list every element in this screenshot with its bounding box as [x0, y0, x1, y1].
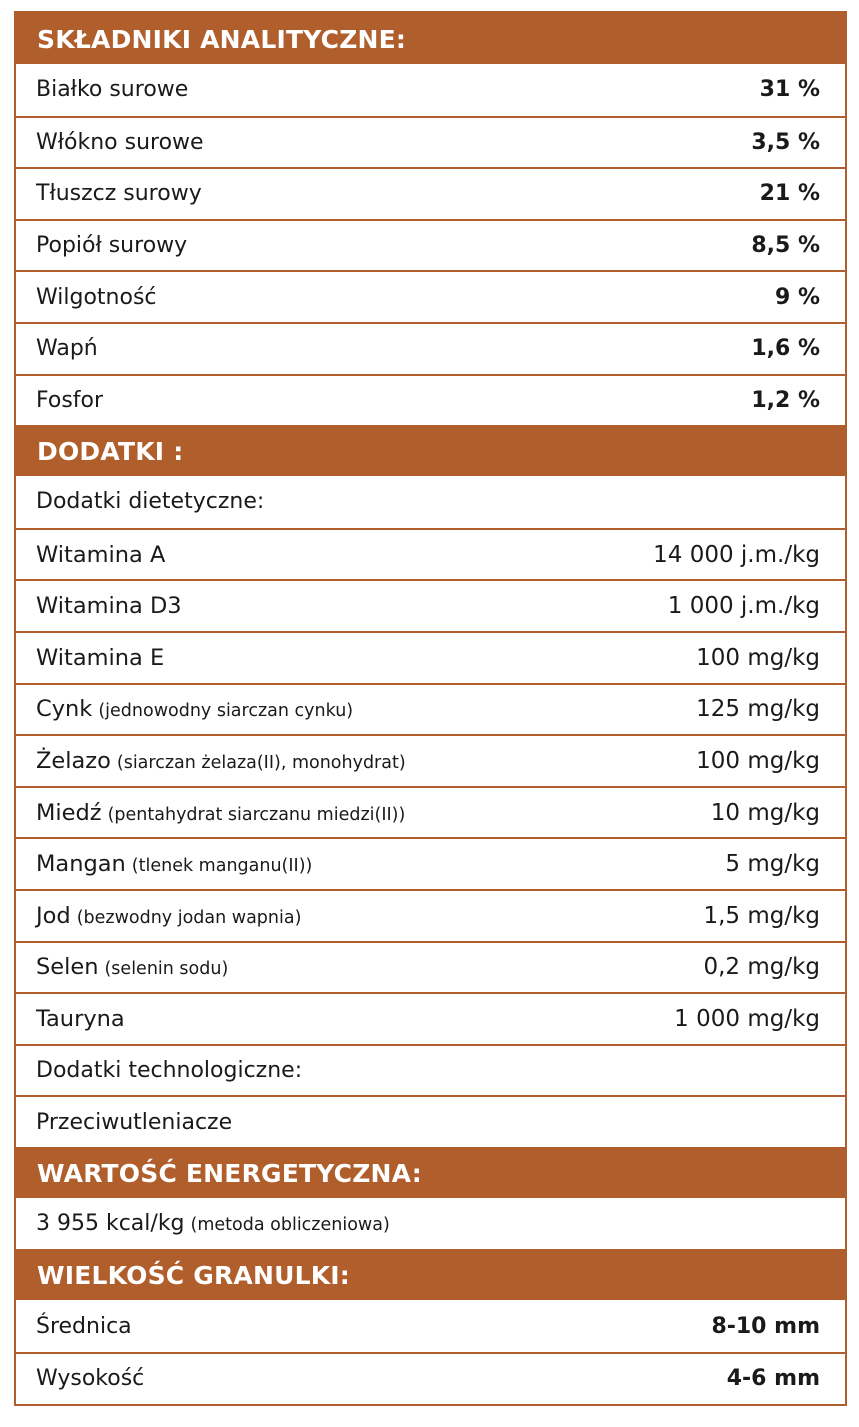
antioxidants-row [16, 1095, 845, 1147]
row-label [36, 903, 301, 929]
row-label: Popiół surowy [36, 233, 188, 259]
row-label [36, 542, 165, 568]
table-row-iodine [16, 889, 845, 941]
row-value: 1 000 j.m./kg [667, 593, 820, 620]
table-row-vitamin-d3 [16, 579, 845, 631]
row-label: Wapń [36, 336, 98, 362]
row-value: 0,2 mg/kg [703, 954, 820, 981]
additive-note: (siarczan żelaza(II), monohydrat) [116, 752, 406, 773]
table-row-height [16, 1352, 845, 1404]
additive-note: (pentahydrat siarczanu miedzi(II)) [107, 804, 406, 825]
additive-name: Witamina E [36, 644, 165, 671]
table-row-iron [16, 734, 845, 786]
row-label: Średnica [36, 1313, 132, 1339]
technological-additives-label: Dodatki technologiczne: [36, 1057, 303, 1083]
row-value: 5 mg/kg [725, 851, 820, 878]
table-row-manganese [16, 837, 845, 889]
row-value: 1,2 % [751, 387, 820, 413]
additive-name: Miedź [36, 799, 102, 826]
energy-row [16, 1198, 845, 1250]
antioxidants-label: Przeciwutleniacze [36, 1109, 233, 1135]
table-row-protein [16, 64, 845, 116]
row-label [36, 851, 312, 877]
row-label [36, 593, 182, 619]
energy-header: WARTOŚĆ ENERGETYCZNA: [16, 1147, 845, 1198]
row-label: Fosfor [36, 387, 104, 413]
row-label [36, 696, 353, 722]
additive-note: (tlenek manganu(II)) [131, 856, 313, 877]
row-value: 8,5 % [751, 233, 820, 259]
row-value: 100 mg/kg [696, 644, 820, 671]
row-label: Białko surowe [36, 77, 189, 103]
row-value: 1,6 % [751, 336, 820, 362]
table-row-selenium [16, 941, 845, 993]
row-value: 10 mg/kg [710, 799, 820, 826]
row-value: 9 % [774, 284, 820, 310]
row-label [36, 645, 164, 671]
additive-name: Cynk [36, 696, 93, 723]
row-label: Tłuszcz surowy [36, 181, 202, 207]
kibble-header: WIELKOŚĆ GRANULKI: [16, 1249, 845, 1300]
table-row-copper [16, 786, 845, 838]
energy-amount: 3 955 kcal/kg [36, 1211, 185, 1237]
energy-note: (metoda obliczeniowa) [190, 1215, 390, 1236]
table-row-fat [16, 167, 845, 219]
row-value: 8-10 mm [711, 1313, 820, 1339]
table-row-zinc [16, 683, 845, 735]
row-label: Wilgotność [36, 284, 157, 310]
row-label: Włókno surowe [36, 129, 204, 155]
row-value: 3,5 % [751, 129, 820, 155]
technological-additives-row [16, 1044, 845, 1096]
table-row-fiber [16, 116, 845, 168]
row-label: Wysokość [36, 1366, 145, 1392]
table-row-diameter [16, 1300, 845, 1352]
row-value: 1,5 mg/kg [703, 902, 820, 929]
row-label [36, 748, 406, 774]
row-label [36, 954, 228, 980]
table-row-calcium [16, 322, 845, 374]
row-label [36, 800, 405, 826]
additive-name: Mangan [36, 851, 126, 878]
row-value: 125 mg/kg [696, 696, 820, 723]
additive-note: (selenin sodu) [104, 959, 229, 980]
table-row-taurine [16, 992, 845, 1044]
additive-note: (bezwodny jodan wapnia) [76, 907, 302, 928]
row-value: 100 mg/kg [696, 747, 820, 774]
additive-name: Tauryna [36, 1005, 125, 1032]
energy-value [36, 1211, 390, 1236]
dietetic-additives-label: Dodatki dietetyczne: [36, 489, 265, 515]
row-value: 14 000 j.m./kg [653, 541, 820, 568]
additive-name: Witamina A [36, 541, 166, 568]
row-value: 1 000 mg/kg [674, 1005, 820, 1032]
nutrition-table [14, 11, 847, 1406]
row-label [36, 1006, 125, 1032]
additive-name: Witamina D3 [36, 593, 182, 620]
table-row-vitamin-e [16, 631, 845, 683]
row-value: 21 % [759, 181, 820, 207]
table-row-vitamin-a [16, 528, 845, 580]
additive-note: (jednowodny siarczan cynku) [98, 701, 354, 722]
dietetic-additives-row [16, 476, 845, 528]
additive-name: Jod [36, 902, 71, 929]
additive-name: Selen [36, 954, 99, 981]
row-value: 31 % [759, 77, 820, 103]
analytical-header: SKŁADNIKI ANALITYCZNE: [16, 13, 845, 64]
additives-header: DODATKI : [16, 425, 845, 476]
table-row-ash [16, 219, 845, 271]
table-row-phosphorus [16, 374, 845, 426]
additive-name: Żelazo [36, 747, 111, 774]
table-row-moisture [16, 270, 845, 322]
row-value: 4-6 mm [726, 1366, 820, 1392]
